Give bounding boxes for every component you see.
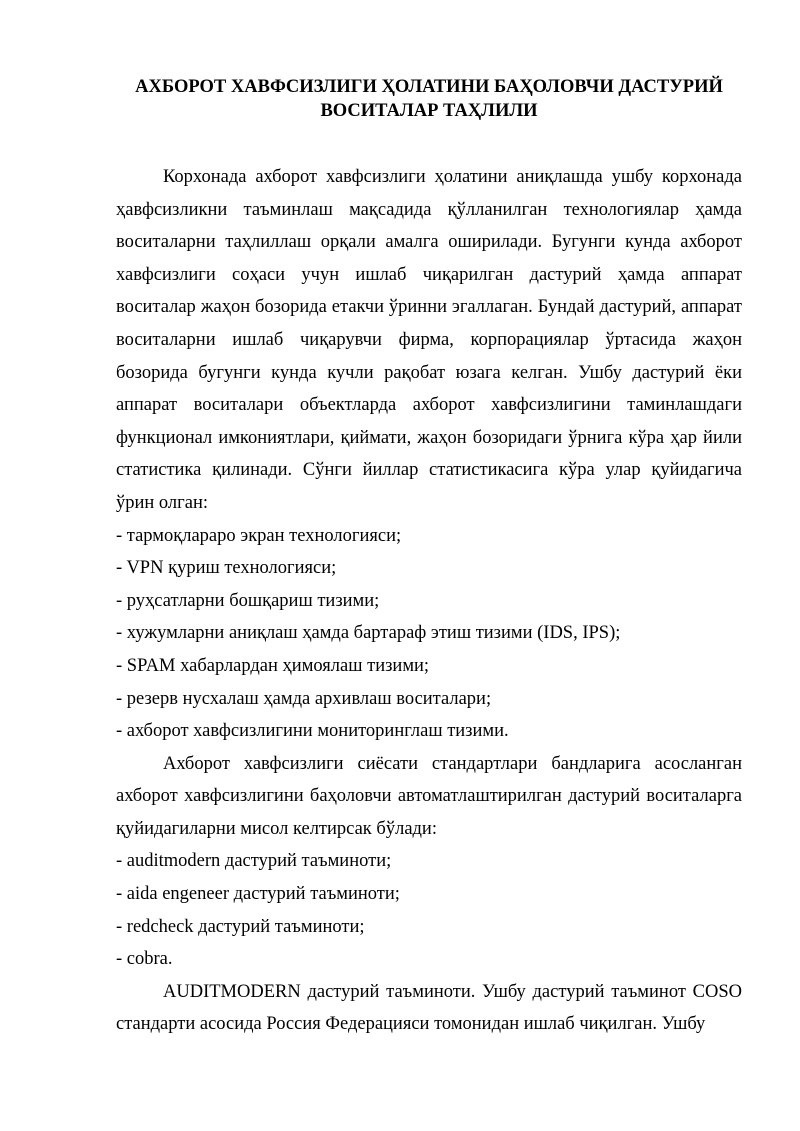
- list-item: - хужумларни аниқлаш ҳамда бартараф этиш тизими (IDS, IPS);: [116, 623, 621, 644]
- list-item: - auditmodern дастурий таъминоти;: [116, 851, 392, 872]
- paragraph-tools: Ахборот хавфсизлиги сиёсати стандартлари бандларига асосланган ахборот хавфсизлигини баҳоловчи автоматлаштирилган дастурий воситаларга қуйидагиларни мисол келтирсак бўлади:: [116, 753, 742, 839]
- list-item: - руҳсатларни бошқариш тизими;: [116, 590, 380, 611]
- paragraph-auditmodern: AUDITMODERN дастурий таъминоти. Ушбу дастурий таъминот COSO стандарти асосида Россия Федерацияси томонидан ишлаб чиқилган. Ушбу: [116, 981, 742, 1035]
- list-item: - SPAM хабарлардан ҳимоялаш тизими;: [116, 655, 430, 676]
- title-line-2: ВОСИТАЛАР ТАҲЛИЛИ: [320, 101, 538, 121]
- list-item: - redcheck дастурий таъминоти;: [116, 916, 365, 937]
- list-item: - тармоқлараро экран технологияси;: [116, 525, 402, 546]
- list-item: - cobra.: [116, 949, 173, 970]
- paragraph-intro: Корхонада ахборот хавфсизлиги ҳолатини аниқлашда ушбу корхонада ҳавфсизликни таъминлаш мақсадида қўлланилган технологиялар ҳамда воситаларни таҳлиллаш орқали амалга оширилади. Бугунги кунда ахборот хавфсизлиги соҳаси учун ишлаб чиқарилган дастурий ҳамда аппарат воситалар жаҳон бозорида етакчи ўринни эгаллаган. Бундай дастурий, аппарат воситаларни ишлаб чиқарувчи фирма, корпорациялар ўртасида жаҳон бозорида бугунги кунда кучли рақобат юзага келган. Ушбу дастурий ёки аппарат воситалари объектларда ахборот хавфсизлигини таминлашдаги функционал имкониятлари, қиймати, жаҳон бозоридаги ўрнига кўра ҳар йили статистика қилинади. Сўнги йиллар статистикасига кўра улар қуйидагича ўрин олган:: [116, 167, 742, 513]
- title-line-1: АХБОРОТ ХАВФСИЗЛИГИ ҲОЛАТИНИ БАҲОЛОВЧИ ДАСТУРИЙ: [135, 77, 723, 97]
- list-item: - ахборот хавфсизлигини мониторинглаш тизими.: [116, 721, 509, 742]
- list-item: - резерв нусхалаш ҳамда архивлаш воситалари;: [116, 688, 492, 709]
- document-title: [116, 75, 742, 123]
- technology-list: [116, 520, 742, 748]
- software-list: [116, 845, 742, 975]
- document-page: [116, 75, 742, 1041]
- list-item: - VPN қуриш технологияси;: [116, 558, 337, 579]
- list-item: - aida engeneer дастурий таъминоти;: [116, 884, 400, 905]
